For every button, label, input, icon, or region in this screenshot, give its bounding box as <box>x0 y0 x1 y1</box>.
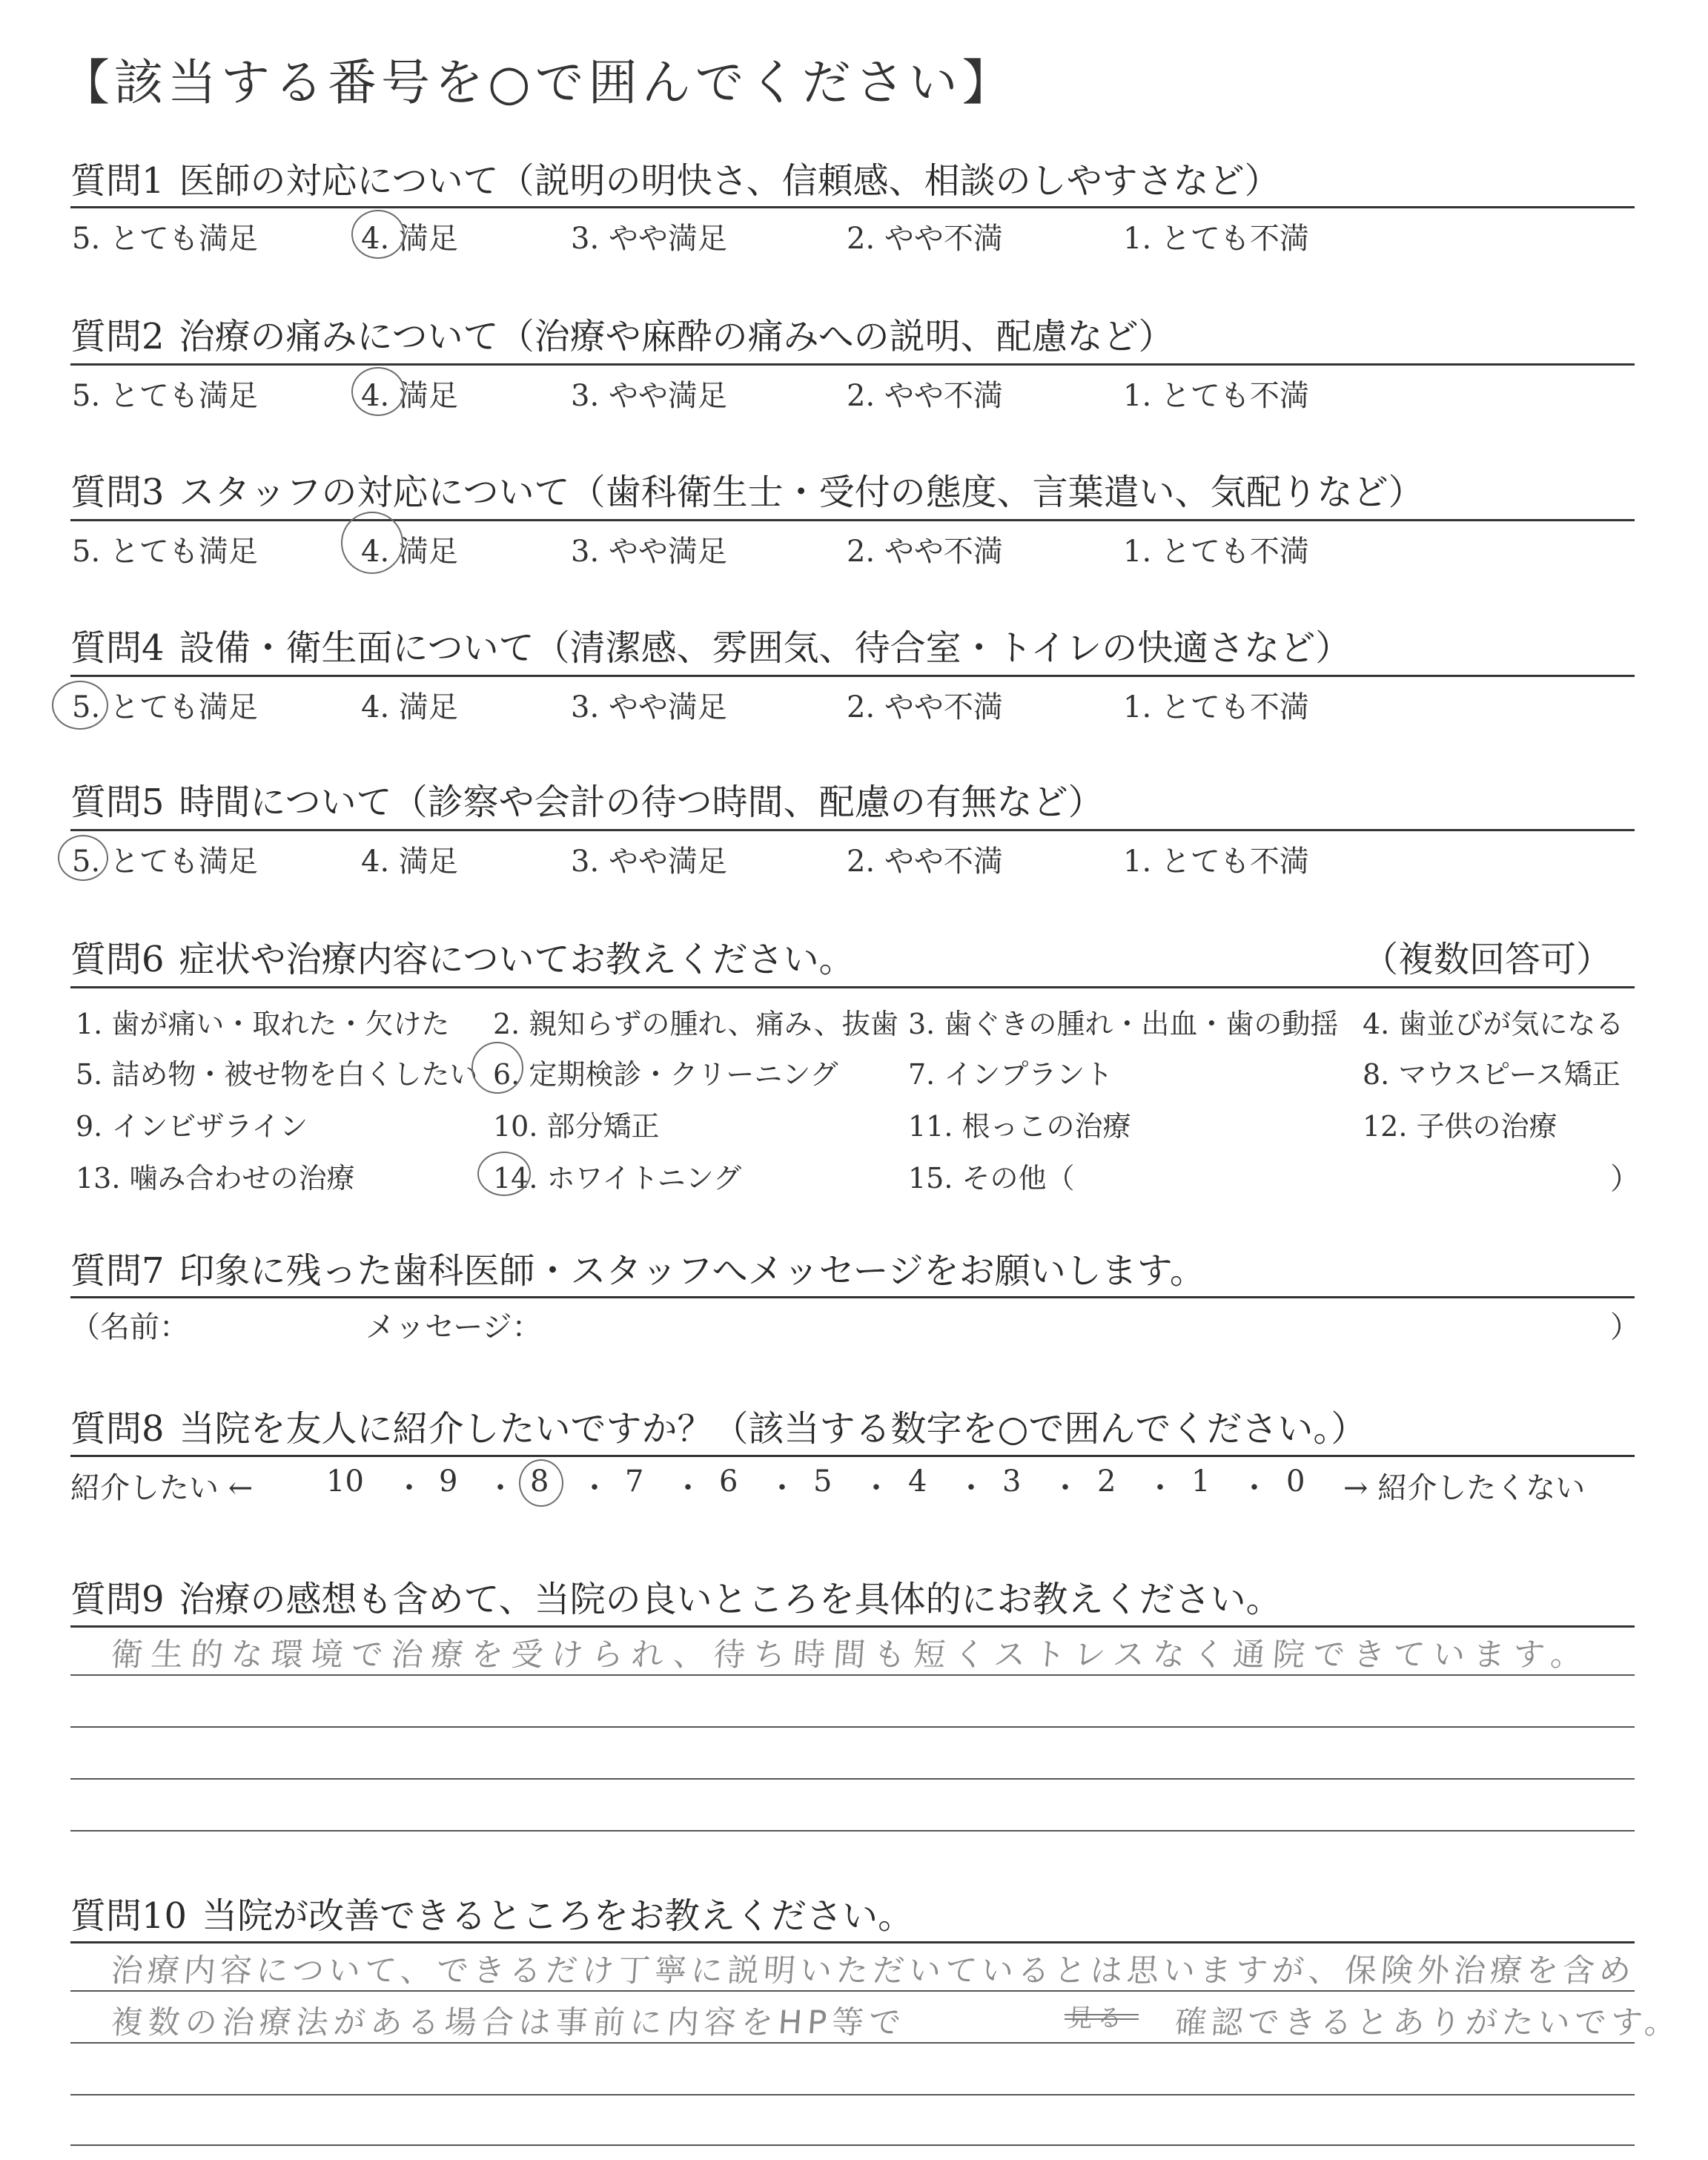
scale-dot: ・ <box>1050 1471 1080 1505</box>
symptom-option-15[interactable]: 15. その他（ <box>908 1162 1075 1195</box>
scale-value[interactable]: 1 <box>1191 1464 1211 1499</box>
question-10-label: 質問10 <box>70 1895 188 1937</box>
question-10-struck-text: 見る <box>1066 2004 1128 2033</box>
answer-line <box>70 1778 1635 1780</box>
option-5[interactable]: 5. とても満足 <box>72 690 258 724</box>
question-5-label: 質問5 <box>70 782 165 823</box>
question-1-text: 医師の対応について（説明の明快さ、信頼感、相談のしやすさなど） <box>179 160 1280 202</box>
option-3[interactable]: 3. やや満足 <box>571 690 727 724</box>
scale-value[interactable]: 10 <box>326 1464 364 1499</box>
symptom-option-12[interactable]: 12. 子供の治療 <box>1363 1110 1558 1143</box>
question-7-rule <box>70 1296 1635 1298</box>
strike-line <box>1065 2018 1139 2020</box>
symptom-option-10[interactable]: 10. 部分矯正 <box>493 1110 660 1143</box>
option-2[interactable]: 2. やや不満 <box>847 379 1003 413</box>
selection-circle <box>471 1042 523 1094</box>
question-4-text: 設備・衛生面について（清潔感、雰囲気、待合室・トイレの快適さなど） <box>179 627 1351 669</box>
question-6-label: 質問6 <box>70 939 165 980</box>
symptom-option-1[interactable]: 1. 歯が痛い・取れた・欠けた <box>76 1008 450 1040</box>
question-10-rule <box>70 1941 1635 1943</box>
question-3 <box>70 463 1424 515</box>
option-4[interactable]: 4. 満足 <box>361 379 458 413</box>
question-2-label: 質問2 <box>70 316 165 357</box>
question-1 <box>70 152 1280 203</box>
question-4 <box>70 619 1351 670</box>
option-2[interactable]: 2. やや不満 <box>847 535 1003 569</box>
option-1[interactable]: 1. とても不満 <box>1123 535 1309 569</box>
question-3-text: スタッフの対応について（歯科衛生士・受付の態度、言葉遣い、気配りなど） <box>179 472 1424 513</box>
question-5 <box>70 773 1104 825</box>
symptom-option-6[interactable]: 6. 定期検診・クリーニング <box>493 1058 838 1091</box>
question-9-text: 治療の感想も含めて、当院の良いところを具体的にお教えください。 <box>179 1579 1282 1620</box>
question-9-handwritten-answer: 衛生的な環境で治療を受けられ、待ち時間も短くストレスなく通院できています。 <box>110 1636 1592 1674</box>
scale-value[interactable]: 4 <box>908 1464 927 1499</box>
scale-value[interactable]: 2 <box>1097 1464 1116 1499</box>
question-3-rule <box>70 519 1635 521</box>
question-3-label: 質問3 <box>70 472 165 513</box>
option-1[interactable]: 1. とても不満 <box>1123 379 1309 413</box>
answer-line <box>70 2094 1635 2095</box>
selection-circle <box>477 1152 531 1196</box>
question-10-text: 当院が改善できるところをお教えください。 <box>202 1895 914 1937</box>
question-7-label: 質問7 <box>70 1250 165 1292</box>
option-3[interactable]: 3. やや満足 <box>571 222 727 256</box>
form-header: 【該当する番号を○で囲んでください】 <box>61 54 1016 111</box>
symptom-option-13[interactable]: 13. 噛み合わせの治療 <box>76 1162 355 1195</box>
recommend-scale-left-label: 紹介したい ← <box>70 1471 254 1505</box>
answer-line <box>70 2042 1635 2044</box>
symptom-option-11[interactable]: 11. 根っこの治療 <box>908 1110 1131 1143</box>
question-7-text: 印象に残った歯科医師・スタッフへメッセージをお願いします。 <box>179 1250 1205 1292</box>
option-4[interactable]: 4. 満足 <box>361 690 458 724</box>
symptom-option-7[interactable]: 7. インプラント <box>908 1058 1113 1091</box>
scale-dot: ・ <box>861 1471 891 1505</box>
question-8-rule <box>70 1455 1635 1457</box>
selection-circle <box>519 1459 563 1507</box>
question-9-rule <box>70 1625 1635 1628</box>
question-2-text: 治療の痛みについて（治療や麻酔の痛みへの説明、配慮など） <box>179 316 1174 357</box>
question-2-rule <box>70 363 1635 366</box>
message-field-label[interactable]: メッセージ： <box>365 1310 542 1344</box>
question-2 <box>70 308 1174 359</box>
recommend-scale-right-label: → 紹介したくない <box>1343 1471 1586 1505</box>
scale-dot: ・ <box>486 1471 515 1505</box>
answer-line <box>70 1726 1635 1728</box>
question-5-rule <box>70 829 1635 831</box>
question-8-text: 当院を友人に紹介したいですか？（該当する数字を○で囲んでください。） <box>179 1408 1367 1450</box>
answer-line <box>70 1830 1635 1832</box>
question-10-handwritten-answer-line-2a: 複数の治療法がある場合は事前に内容をHP等で <box>110 2004 907 2041</box>
option-5[interactable]: 5. とても満足 <box>72 535 258 569</box>
selection-circle <box>351 210 405 259</box>
selection-circle <box>351 367 405 416</box>
option-1[interactable]: 1. とても不満 <box>1123 845 1309 879</box>
question-6 <box>70 931 855 982</box>
question-5-text: 時間について（診察や会計の待つ時間、配慮の有無など） <box>179 782 1104 823</box>
option-4[interactable]: 4. 満足 <box>361 222 458 256</box>
scale-value[interactable]: 6 <box>719 1464 738 1499</box>
option-2[interactable]: 2. やや不満 <box>847 690 1003 724</box>
option-2[interactable]: 2. やや不満 <box>847 845 1003 879</box>
scale-dot: ・ <box>1239 1471 1269 1505</box>
option-3[interactable]: 3. やや満足 <box>571 379 727 413</box>
option-5[interactable]: 5. とても満足 <box>72 845 258 879</box>
option-3[interactable]: 3. やや満足 <box>571 845 727 879</box>
question-6-text: 症状や治療内容についてお教えください。 <box>179 939 855 980</box>
question-7 <box>70 1242 1205 1293</box>
other-close-paren: ） <box>1610 1162 1640 1196</box>
scale-dot: ・ <box>1145 1471 1175 1505</box>
selection-circle <box>52 681 108 730</box>
question-6-rule <box>70 986 1635 988</box>
question-9 <box>70 1571 1282 1622</box>
option-5[interactable]: 5. とても満足 <box>72 379 258 413</box>
question-4-rule <box>70 675 1635 677</box>
strike-line <box>1065 2014 1139 2015</box>
option-4[interactable]: 4. 満足 <box>361 845 458 879</box>
option-1[interactable]: 1. とても不満 <box>1123 690 1309 724</box>
question-1-label: 質問1 <box>70 160 165 202</box>
symptom-option-5[interactable]: 5. 詰め物・被せ物を白くしたい <box>76 1058 478 1091</box>
scale-value[interactable]: 0 <box>1286 1464 1305 1499</box>
option-5[interactable]: 5. とても満足 <box>72 222 258 256</box>
question-9-label: 質問9 <box>70 1579 165 1620</box>
question-8-label: 質問8 <box>70 1408 165 1450</box>
question-4-label: 質問4 <box>70 627 165 669</box>
question-10-handwritten-answer-line-1: 治療内容について、できるだけ丁寧に説明いただいているとは思いますが、保険外治療を含め <box>110 1952 1637 1989</box>
scale-dot: ・ <box>394 1471 424 1505</box>
symptom-option-8[interactable]: 8. マウスピース矯正 <box>1363 1058 1621 1091</box>
symptom-option-4[interactable]: 4. 歯並びが気になる <box>1363 1008 1624 1040</box>
scale-value[interactable]: 3 <box>1002 1464 1022 1499</box>
answer-line <box>70 1990 1635 1992</box>
option-3[interactable]: 3. やや満足 <box>571 535 727 569</box>
symptom-option-9[interactable]: 9. インビザライン <box>76 1110 308 1143</box>
scale-dot: ・ <box>956 1471 986 1505</box>
question-8 <box>70 1400 1366 1451</box>
question-1-rule <box>70 206 1635 208</box>
symptom-option-3[interactable]: 3. 歯ぐきの腫れ・出血・歯の動揺 <box>908 1008 1339 1040</box>
selection-circle <box>341 512 403 574</box>
name-field-label[interactable]: （名前： <box>70 1310 189 1344</box>
multiple-answers-note: （複数回答可） <box>1363 939 1612 980</box>
scale-value[interactable]: 9 <box>439 1464 458 1499</box>
scale-value[interactable]: 8 <box>530 1464 549 1499</box>
option-1[interactable]: 1. とても不満 <box>1123 222 1309 256</box>
option-2[interactable]: 2. やや不満 <box>847 222 1003 256</box>
answer-line <box>70 1674 1635 1676</box>
scale-dot: ・ <box>767 1471 797 1505</box>
question-10 <box>70 1887 913 1938</box>
scale-value[interactable]: 7 <box>625 1464 644 1499</box>
scale-dot: ・ <box>673 1471 703 1505</box>
selection-circle <box>58 835 108 881</box>
option-4[interactable]: 4. 満足 <box>361 535 458 569</box>
message-close-paren: ） <box>1610 1310 1640 1344</box>
question-10-handwritten-answer-line-2b: 確認できるとありがたいです。 <box>1174 2004 1683 2041</box>
scale-dot: ・ <box>580 1471 609 1505</box>
symptom-option-14[interactable]: 14. ホワイトニング <box>493 1162 742 1195</box>
scale-value[interactable]: 5 <box>813 1464 833 1499</box>
answer-line <box>70 2144 1635 2146</box>
symptom-option-2[interactable]: 2. 親知らずの腫れ、痛み、抜歯 <box>493 1008 898 1040</box>
